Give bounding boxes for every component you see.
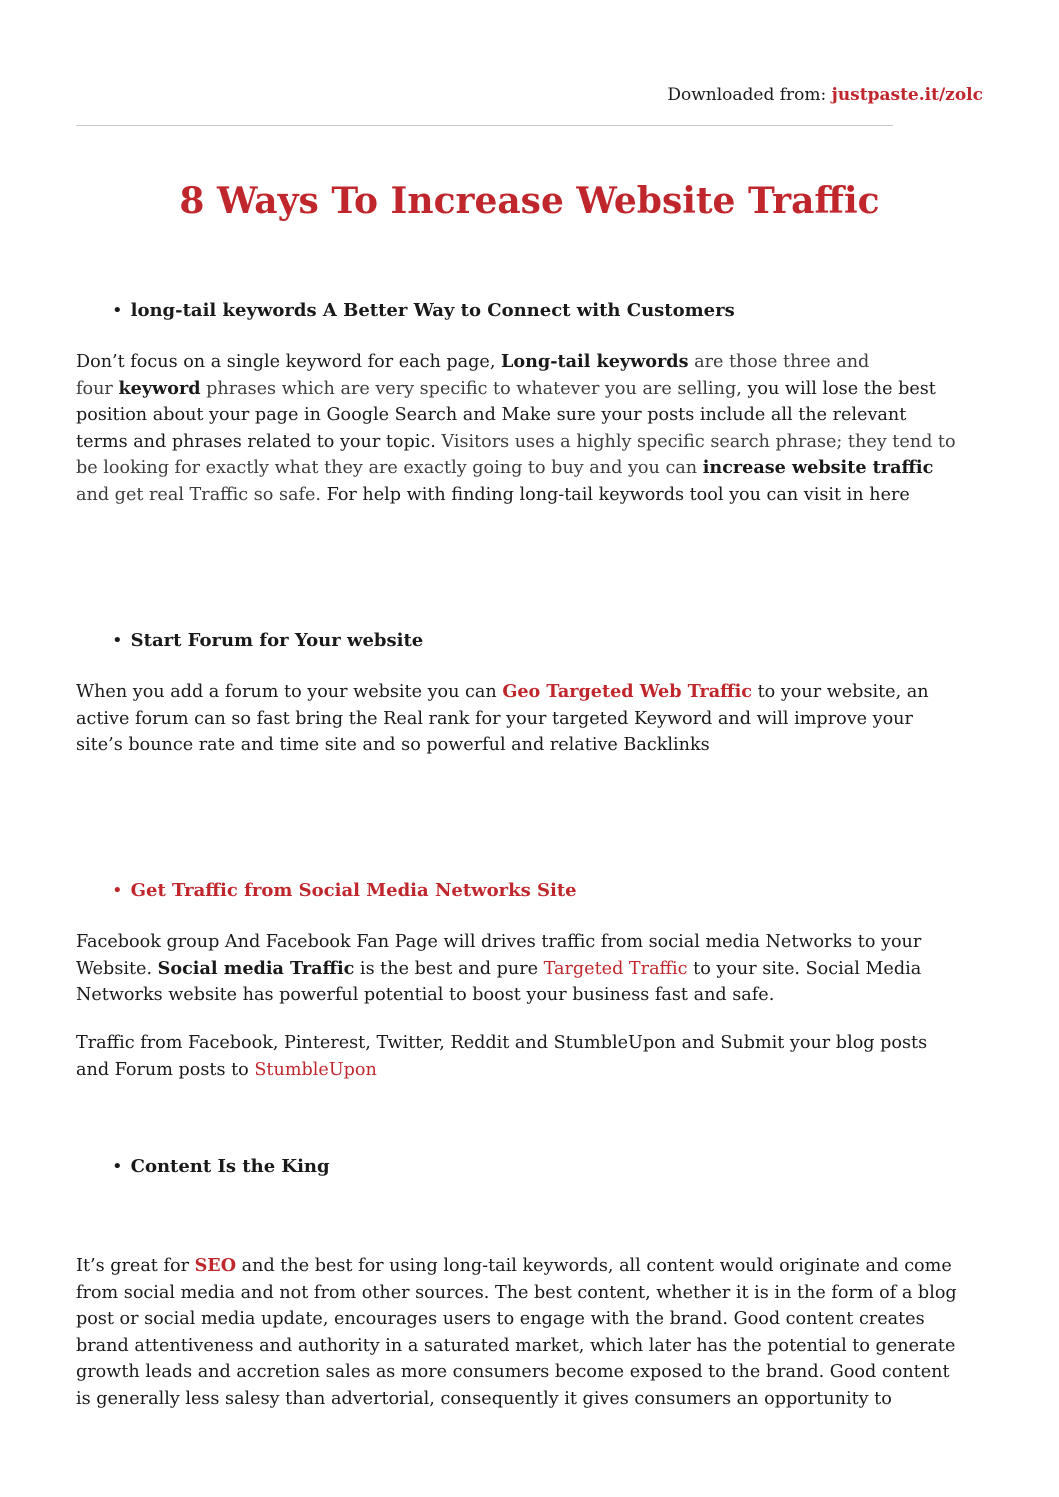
targeted-traffic-link[interactable]: Targeted Traffic	[543, 958, 688, 979]
download-source-label: Downloaded from:	[667, 85, 832, 105]
section-heading-forum: • Start Forum for Your website	[112, 629, 423, 653]
source-link[interactable]: justpaste.it/zolc	[831, 85, 983, 105]
stumbleupon-link[interactable]: StumbleUpon	[254, 1059, 377, 1080]
divider	[76, 125, 893, 126]
section-paragraph-content: It’s great for SEO and the best for using long-tail keywords, all content would originate and come from social media and not from other sources. The best content, whether it is in the form of a blog post or social media update, encourages users to engage with the brand. Good content creates brand attentiveness and authority in a saturated market, which later has the potential to generate growth leads and accretion sales as more consumers become exposed to the brand. Good content is generally less salesy than advertorial, consequently it gives consumers an opportunity to	[76, 1255, 957, 1409]
section-heading-long-tail: • long-tail keywords A Better Way to Connect with Customers	[112, 299, 735, 323]
page-title: 8 Ways To Increase Website Traffic	[179, 180, 880, 222]
section-paragraph-social-media-2: Traffic from Facebook, Pinterest, Twitter, Reddit and StumbleUpon and Submit your blog posts and Forum posts to StumbleUpon	[76, 1033, 928, 1080]
section-heading-content: • Content Is the King	[112, 1155, 330, 1179]
section-heading-social-media[interactable]: • Get Traffic from Social Media Networks Site	[112, 879, 577, 903]
section-paragraph-social-media: Facebook group And Facebook Fan Page will drives traffic from social media Networks to your Website. Social media Traffic is the best and pure Targeted Traffic to your site. Social Media Networks website has powerful potential to boost your business fast and safe.	[76, 932, 922, 1005]
seo-link[interactable]: SEO	[194, 1255, 237, 1276]
section-paragraph-long-tail: Don’t focus on a single keyword for each page, Long-tail keywords are those three and four keyword phrases which are very specific to whatever you are selling, you will lose the best position about your page in Google Search and Make sure your posts include all the relevant terms and phrases related to your topic. Visitors uses a highly specific search phrase; they tend to be looking for exactly what they are exactly going to buy and you can increase website traffic and get real Traffic so safe. For help with finding long-tail keywords tool you can visit in here	[76, 351, 956, 505]
download-source	[667, 84, 983, 106]
section-paragraph-forum: When you add a forum to your website you can Geo Targeted Web Traffic to your website, an active forum can so fast bring the Real rank for your targeted Keyword and will improve your site’s bounce rate and time site and so powerful and relative Backlinks	[76, 681, 929, 755]
geo-targeted-link[interactable]: Geo Targeted Web Traffic	[502, 681, 752, 702]
